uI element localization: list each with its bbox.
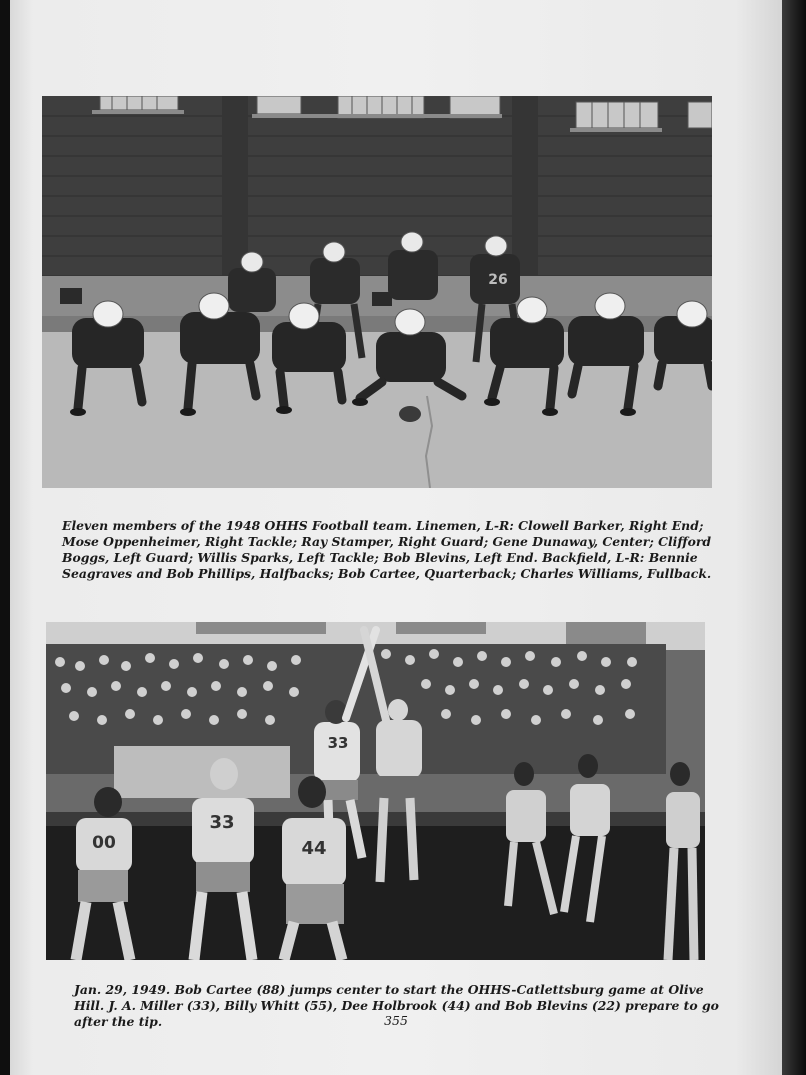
yearbook-page (10, 0, 782, 1075)
jersey-number: 26 (488, 272, 508, 288)
football-photo-caption: Eleven members of the 1948 OHHS Football team. Linemen, L-R: Clowell Barker, Right End; Mose Oppenheimer, Right Tackle; Ray Stamper, Right Guard; Gene Dunaway, Center; Clifford Boggs, Left Guard; Willis Sparks, Left Tackle; Bob Blevins, Left End. Backfield, L-R: Bennie Seagraves and Bob Phillips, Halfbacks; Bob Cartee, Quarterback; Charles Williams, Fullback. (62, 518, 712, 581)
page-number: 355 (384, 1013, 408, 1028)
jersey-number: 33 (327, 734, 349, 752)
jersey-number: 00 (92, 833, 116, 853)
jersey-number: 44 (301, 838, 327, 859)
jersey-number: 33 (209, 812, 235, 833)
football-team-photo (42, 96, 712, 488)
football-ball (399, 406, 421, 422)
basketball-photo-caption: Jan. 29, 1949. Bob Cartee (88) jumps center to start the OHHS-Catlettsburg game at Olive Hill. J. A. Miller (33), Billy Whitt (55), Dee Holbrook (44) and Bob Blevins (22) prepare to go after the tip. (74, 982, 719, 1029)
basketball-game-photo (46, 622, 705, 960)
book-edge-shadow (782, 0, 806, 1075)
